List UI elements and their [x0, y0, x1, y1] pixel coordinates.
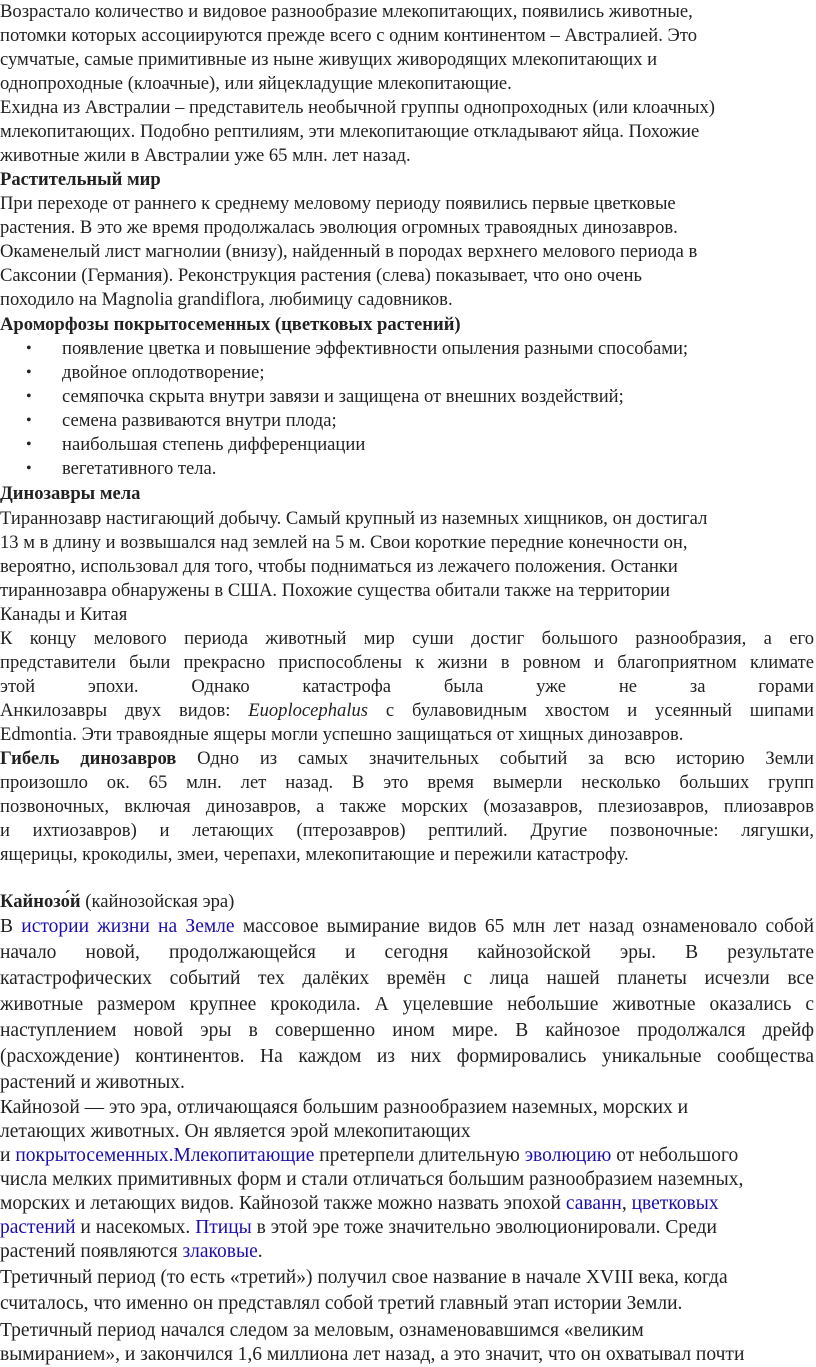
- text-line: Edmontia. Эти травоядные ящеры могли успешно защищаться от хищных динозавров.: [0, 724, 684, 745]
- heading-rest: (кайнозойская эра): [80, 891, 235, 912]
- text-line: походило на Magnolia grandiflora, любимицу садовников.: [0, 289, 453, 310]
- link-history-of-life[interactable]: истории жизни на Земле: [21, 916, 235, 937]
- list-item: двойное оплодотворение;: [62, 362, 265, 383]
- list-item: появление цветка и повышение эффективности опыления разными способами;: [62, 338, 689, 359]
- text-line: Канады и Китая: [0, 604, 128, 625]
- bullet-icon: •: [26, 388, 32, 405]
- bullet-icon: •: [26, 436, 32, 453]
- text-line: сумчатые, самые примитивные из ныне живущих живородящих млекопитающих и: [0, 49, 658, 70]
- section-heading-aromorphoses: Ароморфозы покрытосеменных (цветковых растений): [0, 314, 461, 335]
- justified-line: начало новой, продолжающейся и сегодня кайнозойской эры. В результате: [0, 942, 814, 963]
- italic-genus-name: Euoplocephalus: [248, 700, 369, 721]
- text-line: Окаменелый лист магнолии (внизу), найденный в породах верхнего мелового периода в: [0, 241, 698, 262]
- section-heading-plants: Растительный мир: [0, 169, 161, 190]
- text-line: вымиранием», и закончился 1,6 миллиона лет назад, а это значит, что он охватывал почти: [0, 1344, 745, 1365]
- text-line: При переходе от раннего к среднему меловому периоду появились первые цветковые: [0, 193, 676, 214]
- text-line: Ехидна из Австралии – представитель необычной группы однопроходных (или клоачных): [0, 97, 715, 118]
- text-line: растений и животных.: [0, 1072, 185, 1093]
- text-line: числа мелких примитивных форм и стали отличаться большим разнообразием наземных,: [0, 1169, 744, 1190]
- text-line: тираннозавра обнаружены в США. Похожие существа обитали также на территории: [0, 580, 670, 601]
- text-span: Анкилозавры двух видов:: [0, 700, 231, 721]
- justified-line: [0, 699, 814, 723]
- text-line: [0, 1144, 738, 1168]
- text-line: Саксонии (Германия). Реконструкция растения (слева) показывает, что оно очень: [0, 265, 642, 286]
- text-line: считалось, что именно он представлял собой третий главный этап истории Земли.: [0, 1293, 683, 1314]
- text-line: ящерицы, крокодилы, змеи, черепахи, млекопитающие и пережили катастрофу.: [0, 844, 629, 865]
- text-line: летающих животных. Он является эрой млекопитающих: [0, 1121, 471, 1142]
- text-line: потомки которых ассоциируются прежде всего с одним континентом – Австралией. Это: [0, 25, 697, 46]
- text-line: растения. В это же время продолжалась эволюция огромных травоядных динозавров.: [0, 217, 678, 238]
- justified-line: представители были прекрасно приспособлены к жизни в ровном и благоприятном климате: [0, 652, 814, 673]
- text-line: вероятно, использовал для того, чтобы подниматься из лежачего положения. Останки: [0, 556, 678, 577]
- text-line: Кайнозой — это эра, отличающаяся большим разнообразием наземных, морских и: [0, 1097, 689, 1118]
- list-item: вегетативного тела.: [62, 458, 217, 479]
- text-line: животные жили в Австралии уже 65 млн. лет назад.: [0, 145, 411, 166]
- list-item: семяпочка скрыта внутри завязи и защищена от внешних воздействий;: [62, 386, 624, 407]
- link-savannas[interactable]: саванн: [565, 1193, 622, 1214]
- text-line: [0, 1240, 263, 1264]
- justified-line: (расхождение) континентов. На каждом из них формировались уникальные сообщества: [0, 1046, 814, 1067]
- justified-line: этой эпохи. Однако катастрофа была уже не за горами: [0, 676, 814, 697]
- text-span: В: [0, 916, 14, 937]
- text-line: 13 м в длину и возвышался над землей на 5 м. Свои короткие передние конечности он,: [0, 532, 688, 553]
- text-line: Возрастало количество и видовое разнообразие млекопитающих, появились животные,: [0, 1, 693, 22]
- text-span: и насекомых.: [80, 1217, 191, 1238]
- text-line: Третичный период (то есть «третий») получил свое название в начале XVIII века, когда: [0, 1267, 728, 1288]
- text-line: млекопитающих. Подобно рептилиям, эти млекопитающие откладывают яйца. Похожие: [0, 121, 700, 142]
- text-span: и: [0, 1145, 11, 1166]
- link-evolution[interactable]: эволюцию: [524, 1145, 612, 1166]
- text-span: массовое вымирание видов 65 млн лет назад ознаменовало собой: [242, 916, 815, 937]
- justified-line: и ихтиозавров) и летающих (птерозавров) рептилий. Другие позвоночные: лягушки,: [0, 820, 814, 841]
- text-span: от небольшого: [616, 1145, 739, 1166]
- text-span: Одно из самых значительных событий за всю историю Земли: [197, 748, 814, 769]
- text-span: претерпели длительную: [319, 1145, 520, 1166]
- list-item: семена развиваются внутри плода;: [62, 410, 337, 431]
- list-item: наибольшая степень дифференциации: [62, 434, 366, 455]
- bullet-icon: •: [26, 460, 32, 477]
- text-line: Третичный период начался следом за меловым, ознаменовавшимся «великим: [0, 1320, 644, 1341]
- link-flowering-plants[interactable]: растений: [0, 1217, 76, 1238]
- justified-line: катастрофических событий тех далёких времён с лица нашей планеты исчезли все: [0, 968, 814, 989]
- link-cereals[interactable]: злаковые: [182, 1241, 258, 1262]
- justified-line: животные размером крупнее крокодила. А уцелевшие небольшие животные оказались с: [0, 994, 814, 1015]
- link-birds[interactable]: Птицы: [195, 1217, 252, 1238]
- bullet-icon: •: [26, 412, 32, 429]
- justified-line: [0, 914, 814, 940]
- text-line: Тираннозавр настигающий добычу. Самый крупный из наземных хищников, он достигал: [0, 508, 708, 529]
- link-mammals[interactable]: Млекопитающие: [173, 1145, 315, 1166]
- justified-line: [0, 747, 814, 771]
- section-heading-extinction: Гибель динозавров: [0, 748, 177, 769]
- text-line: [0, 1216, 717, 1240]
- section-heading-dinosaurs: Динозавры мела: [0, 483, 141, 504]
- section-heading-cenozoic: [0, 890, 234, 914]
- bullet-icon: •: [26, 340, 32, 357]
- heading-bold: Кайнозо́й: [0, 891, 81, 912]
- justified-line: позвоночных, включая динозавров, а также морских (мозазавров, плезиозавров, плиозавров: [0, 796, 814, 817]
- link-angiosperms[interactable]: покрытосеменных.: [15, 1145, 174, 1166]
- link-flowering[interactable]: цветковых: [631, 1193, 719, 1214]
- justified-line: произошло ок. 65 млн. лет назад. В это время вымерли несколько больших групп: [0, 772, 814, 793]
- text-span: ,: [621, 1193, 627, 1214]
- text-span: морских и летающих видов. Кайнозой также можно назвать эпохой: [0, 1193, 561, 1214]
- text-line: [0, 1192, 719, 1216]
- text-span: .: [257, 1241, 263, 1262]
- text-line: однопроходные (клоачные), или яйцекладущие млекопитающие.: [0, 73, 512, 94]
- bullet-icon: •: [26, 364, 32, 381]
- justified-line: К концу мелового периода животный мир суши достиг большого разнообразия, а его: [0, 628, 814, 649]
- text-span: в этой эре тоже значительно эволюционировали. Среди: [256, 1217, 717, 1238]
- justified-line: наступлением новой эры в совершенно ином мире. В кайнозое продолжался дрейф: [0, 1020, 814, 1041]
- text-span: с булавовидным хвостом и усеянный шипами: [385, 700, 814, 721]
- text-span: растений появляются: [0, 1241, 178, 1262]
